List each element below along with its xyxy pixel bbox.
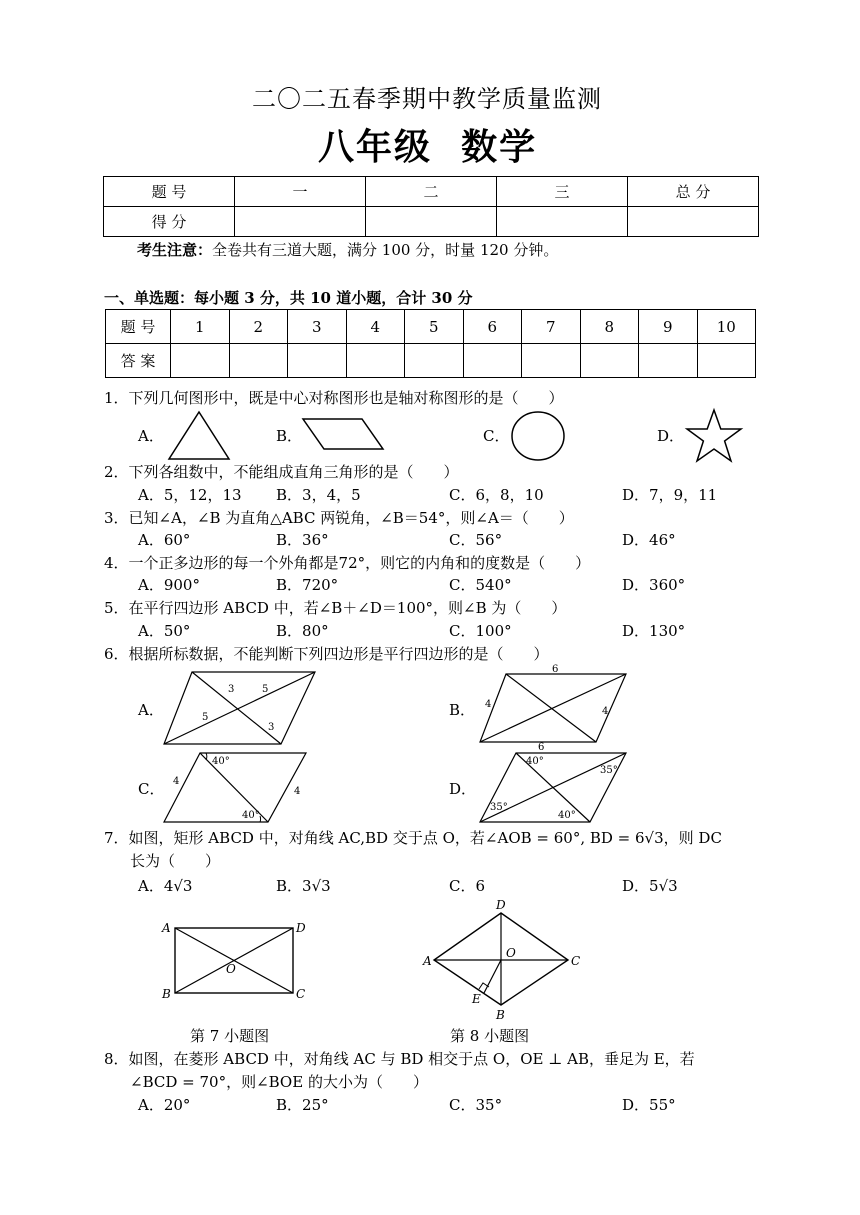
question-number-cell: 4 [346, 310, 405, 344]
q3-option-d: D．46° [622, 531, 676, 549]
answer-input-cell[interactable] [405, 344, 464, 378]
question-number-cell: 6 [463, 310, 522, 344]
answer-input-cell[interactable] [522, 344, 581, 378]
score-input-cell[interactable] [628, 207, 759, 237]
point-label: O [226, 962, 236, 976]
point-label: D [296, 921, 306, 935]
q1-option-d: D． [657, 427, 685, 445]
star-icon [685, 408, 743, 464]
answer-input-cell[interactable] [346, 344, 405, 378]
fig-c-label: 40° [212, 756, 230, 767]
question-number-cell: 9 [639, 310, 698, 344]
answer-input-cell[interactable] [288, 344, 347, 378]
q6-figure-b [476, 662, 636, 748]
question-number-cell: 10 [697, 310, 756, 344]
fig-a-label: 5 [262, 684, 269, 695]
score-table [103, 176, 759, 237]
q1-option-a: A． [138, 427, 164, 445]
answer-input-cell[interactable] [229, 344, 288, 378]
q4-option-a: A．900° [138, 576, 200, 594]
triangle-icon [167, 410, 231, 462]
q2-option-d: D．7，9，11 [622, 486, 718, 504]
q7-option-b: B．3√3 [276, 877, 331, 895]
q2-option-c: C．6，8，10 [449, 486, 544, 504]
section1-heading: 一、单选题：每小题 3 分，共 10 道小题，合计 30 分 [104, 289, 473, 307]
notice [137, 240, 558, 260]
q6-figure-a [160, 668, 320, 748]
point-label: E [472, 992, 481, 1006]
question-number-cell: 1 [171, 310, 230, 344]
q7-caption: 第 7 小题图 [190, 1027, 270, 1045]
answer-input-cell[interactable] [580, 344, 639, 378]
fig-d-label: 6 [538, 742, 545, 753]
q8-option-d: D．55° [622, 1096, 676, 1114]
score-row-label: 得 分 [104, 207, 235, 237]
notice-label: 考生注意： [137, 241, 213, 259]
answer-row-label: 答 案 [106, 344, 171, 378]
answer-input-cell[interactable] [171, 344, 230, 378]
fig-c-label: 4 [173, 776, 180, 787]
question-number-cell: 3 [288, 310, 347, 344]
q3-option-c: C．56° [449, 531, 503, 549]
answer-row-label: 题 号 [106, 310, 171, 344]
q7-option-d: D．5√3 [622, 877, 678, 895]
answer-table [105, 309, 756, 378]
point-label: A [162, 921, 171, 935]
answer-input-cell[interactable] [697, 344, 756, 378]
q1-stem: 1．下列几何图形中，既是中心对称图形也是轴对称图形的是（ ） [104, 389, 564, 407]
question-number-cell: 2 [229, 310, 288, 344]
question-number-cell: 7 [522, 310, 581, 344]
fig-b-label: 4 [485, 699, 492, 710]
circle-icon [510, 410, 568, 462]
q7-stem: 7．如图，矩形 ABCD 中，对角线 AC,BD 交于点 O，若∠AOB = 60°, BD = 6√3，则 DC [104, 829, 722, 847]
score-header-cell: 一 [235, 177, 366, 207]
q8-option-b: B．25° [276, 1096, 329, 1114]
exam-subtitle: 二〇二五春季期中教学质量监测 [252, 85, 602, 113]
q4-option-b: B．720° [276, 576, 339, 594]
fig-b-label: 4 [602, 706, 609, 717]
q5-option-d: D．130° [622, 622, 686, 640]
q6-option-a: A． [138, 701, 164, 719]
score-input-cell[interactable] [497, 207, 628, 237]
fig-d-label: 40° [526, 756, 544, 767]
q3-stem: 3．已知∠A，∠B 为直角△ABC 两锐角，∠B＝54°，则∠A＝（ ） [104, 509, 574, 527]
q4-option-d: D．360° [622, 576, 686, 594]
score-input-cell[interactable] [235, 207, 366, 237]
q4-option-c: C．540° [449, 576, 512, 594]
q6-option-d: D． [449, 780, 477, 798]
notice-text: 全卷共有三道大题，满分 100 分，时量 120 分钟。 [212, 241, 559, 259]
q6-stem: 6．根据所标数据，不能判断下列四边形是平行四边形的是（ ） [104, 645, 549, 663]
q4-stem: 4．一个正多边形的每一个外角都是72°，则它的内角和的度数是（ ） [104, 554, 591, 572]
question-number-cell: 8 [580, 310, 639, 344]
q3-option-b: B．36° [276, 531, 329, 549]
fig-d-label: 40° [558, 810, 576, 821]
score-header-cell: 题 号 [104, 177, 235, 207]
q5-option-c: C．100° [449, 622, 512, 640]
q2-stem: 2．下列各组数中，不能组成直角三角形的是（ ） [104, 463, 459, 481]
fig-b-label: 6 [552, 664, 559, 675]
fig-c-label: 40° [242, 810, 260, 821]
q6-option-c: C． [138, 780, 165, 798]
point-label: C [571, 954, 581, 968]
point-label: A [423, 954, 432, 968]
q6-figure-c [160, 750, 320, 826]
q7-stem-continued: 长为（ ） [130, 852, 221, 870]
answer-input-cell[interactable] [463, 344, 522, 378]
q2-option-a: A．5，12，13 [138, 486, 242, 504]
q7-rectangle-figure [158, 918, 318, 1004]
q6-option-b: B． [449, 701, 476, 719]
fig-d-label: 35° [490, 802, 508, 813]
score-header-cell: 二 [366, 177, 497, 207]
fig-a-label: 5 [202, 712, 209, 723]
q3-option-a: A．60° [138, 531, 191, 549]
exam-title: 八年级 数学 [318, 127, 538, 168]
fig-d-label: 35° [600, 765, 618, 776]
fig-a-label: 3 [228, 684, 235, 695]
parallelogram-icon [300, 417, 386, 453]
q5-option-b: B．80° [276, 622, 329, 640]
score-header-cell: 三 [497, 177, 628, 207]
answer-input-cell[interactable] [639, 344, 698, 378]
point-label: B [162, 987, 171, 1001]
q2-option-b: B．3，4，5 [276, 486, 361, 504]
point-label: B [496, 1008, 505, 1022]
score-input-cell[interactable] [366, 207, 497, 237]
q5-option-a: A．50° [138, 622, 191, 640]
point-label: D [496, 898, 506, 912]
q1-option-c: C． [483, 427, 510, 445]
q8-stem: 8．如图，在菱形 ABCD 中，对角线 AC 与 BD 相交于点 O，OE ⊥ AB，垂足为 E，若 [104, 1050, 695, 1068]
q7-option-c: C．6 [449, 877, 486, 895]
q8-option-a: A．20° [138, 1096, 191, 1114]
q1-option-b: B． [276, 427, 303, 445]
q8-caption: 第 8 小题图 [450, 1027, 530, 1045]
q7-option-a: A．4√3 [138, 877, 193, 895]
fig-a-label: 3 [268, 722, 275, 733]
q8-rhombus-figure [420, 895, 590, 1023]
q5-stem: 5．在平行四边形 ABCD 中，若∠B＋∠D＝100°，则∠B 为（ ） [104, 599, 567, 617]
fig-c-label: 4 [294, 786, 301, 797]
point-label: O [506, 946, 516, 960]
q6-figure-d [476, 740, 636, 826]
question-number-cell: 5 [405, 310, 464, 344]
score-header-cell: 总 分 [628, 177, 759, 207]
q8-option-c: C．35° [449, 1096, 503, 1114]
q8-stem-continued: ∠BCD = 70°，则∠BOE 的大小为（ ） [130, 1073, 428, 1091]
point-label: C [296, 987, 306, 1001]
